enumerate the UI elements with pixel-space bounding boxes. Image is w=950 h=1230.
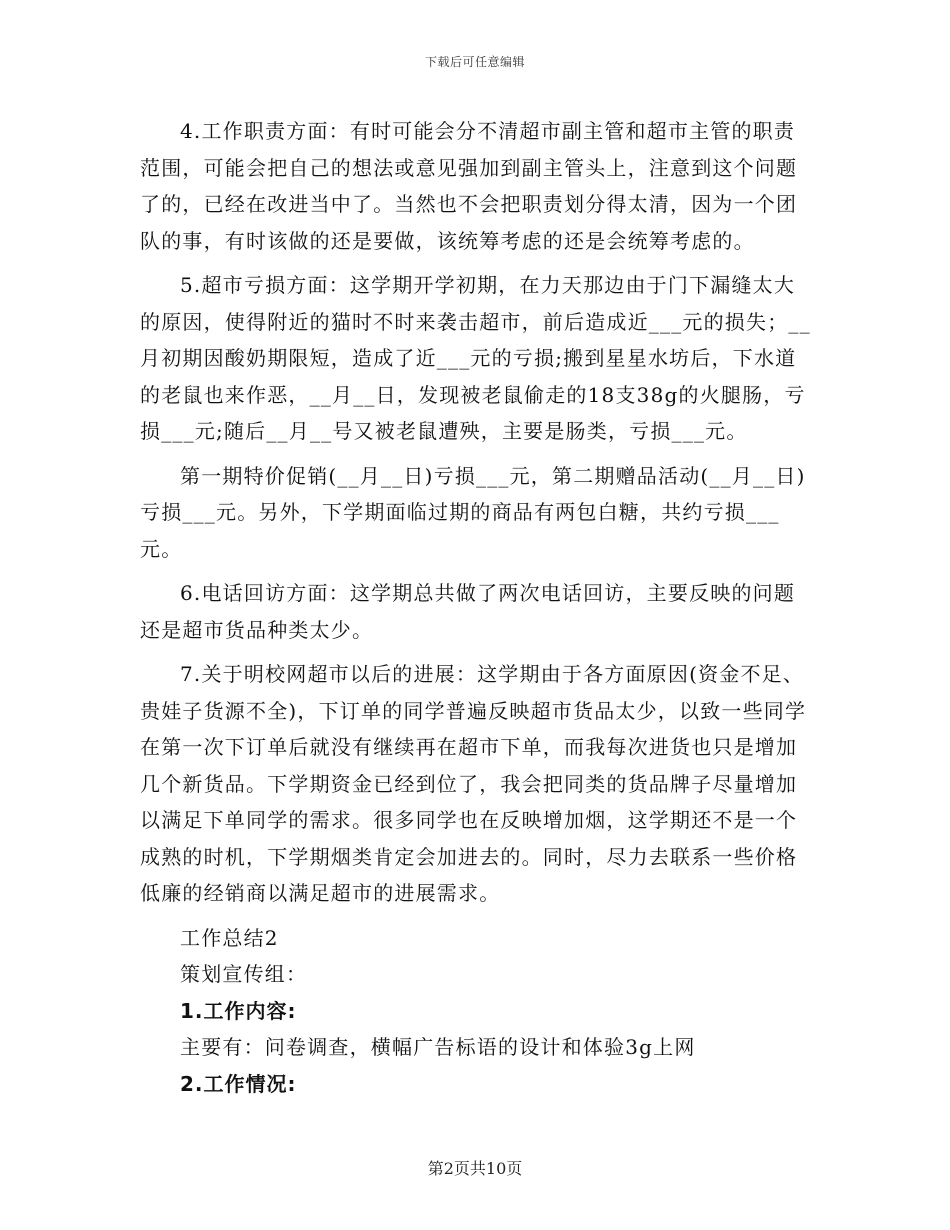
- section-heading-planning-group: 策划宣传组：: [180, 962, 308, 986]
- page-number-footer: 第2页共10页: [427, 1159, 523, 1178]
- paragraph-promotion-losses: 第一期特价促销(__月__日)亏损___元，第二期赠品活动(__月__日)亏损___元。另外，下学期面临过期的商品有两包白糖，共约亏损___元。: [140, 463, 806, 561]
- paragraph-work-content-detail: 主要有：问卷调查，横幅广告标语的设计和体验3g上网: [180, 1035, 696, 1059]
- paragraph-job-responsibilities: 4.工作职责方面：有时可能会分不清超市副主管和超市主管的职责范围，可能会把自己的想法或意见强加到副主管头上，注意到这个问题了的，已经在改进当中了。当然也不会把职责划分得太清，因为一个团队的事，有时该做的还是要做，该统筹考虑的还是会统筹考虑的。: [140, 119, 798, 253]
- paragraph-phone-followup: 6.电话回访方面：这学期总共做了两次电话回访，主要反映的问题还是超市货品种类太少。: [140, 581, 796, 642]
- document-body: [140, 113, 815, 1102]
- section-heading-work-situation: 2.工作情况:: [180, 1071, 297, 1096]
- paragraph-supermarket-losses: 5.超市亏损方面：这学期开学初期，在力天那边由于门下漏缝太大的原因，使得附近的猫时不时来袭击超市，前后造成近___元的损失；__月初期因酸奶期限短，造成了近___元的亏损;搬到星星水坊后，下水道的老鼠也来作恶，__月__日，发现被老鼠偷走的18支38g的火腿肠，亏损___元;随后__月__号又被老鼠遭殃，主要是肠类，亏损___元。: [140, 273, 811, 443]
- section-heading-work-content: 1.工作内容:: [180, 998, 297, 1023]
- section-heading-work-summary-2: 工作总结2: [180, 925, 279, 950]
- page-header-note: 下载后可任意编辑: [424, 55, 525, 69]
- paragraph-future-progress: 7.关于明校网超市以后的进展：这学期由于各方面原因(资金不足、贵娃子货源不全)，下订单的同学普遍反映超市货品太少，以致一些同学在第一次下订单后就没有继续再在超市下单，而我每次进货也只是增加几个新货品。下学期资金已经到位了，我会把同类的货品牌子尽量增加以满足下单同学的需求。很多同学也在反映增加烟，这学期还不是一个成熟的时机，下学期烟类肯定会加进去的。同时，尽力去联系一些价格低廉的经销商以满足超市的进展需求。: [140, 662, 807, 905]
